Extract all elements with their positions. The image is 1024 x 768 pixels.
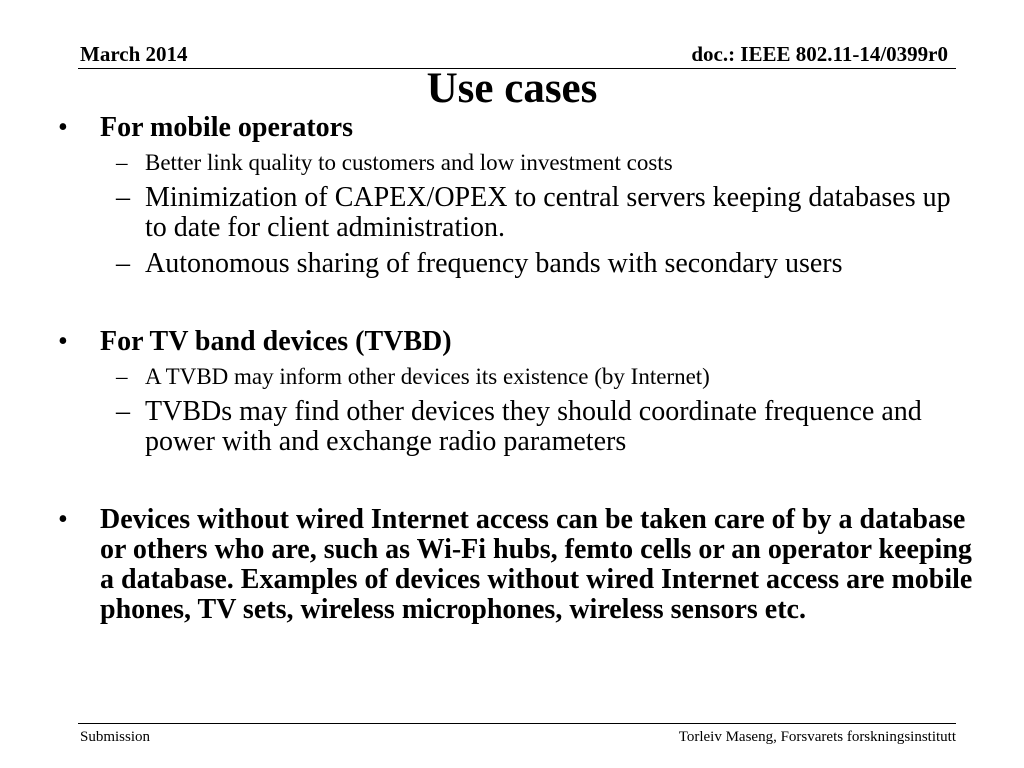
bullet-tv-band-devices bbox=[58, 327, 978, 457]
sub-bullet bbox=[116, 249, 976, 279]
bullet-marker: • bbox=[58, 112, 68, 143]
sub-bullet-text: Better link quality to customers and low investment costs bbox=[145, 150, 673, 175]
bullet-text: Devices without wired Internet access can be taken care of by a database or others who are, such as Wi-Fi hubs, femto cells or an operator keeping a database. Examples of devices without wired Internet access are mobile phones, TV sets, wireless microphones, wireless sensors etc. bbox=[100, 504, 973, 625]
sub-bullet bbox=[116, 397, 976, 457]
slide-title: Use cases bbox=[426, 65, 598, 112]
bullet-marker: • bbox=[58, 326, 68, 357]
footer-divider bbox=[78, 723, 956, 724]
header-date: March 2014 bbox=[80, 42, 188, 66]
bullet-devices-without-internet bbox=[58, 505, 978, 625]
sub-bullet bbox=[116, 183, 976, 243]
sub-bullet-marker: – bbox=[116, 150, 128, 175]
sub-bullet-text: TVBDs may find other devices they should coordinate frequence and power with and exchange radio parameters bbox=[145, 396, 922, 457]
sub-bullet-marker: – bbox=[116, 364, 128, 389]
sub-bullet-marker: – bbox=[116, 396, 130, 427]
bullet-text: For mobile operators bbox=[100, 112, 353, 143]
sub-bullet-text: A TVBD may inform other devices its existence (by Internet) bbox=[145, 364, 710, 389]
sub-bullet bbox=[116, 363, 976, 391]
bullet-mobile-operators bbox=[58, 113, 978, 279]
bullet-text: For TV band devices (TVBD) bbox=[100, 326, 452, 357]
bullet-marker: • bbox=[58, 504, 68, 535]
sub-bullet-text: Autonomous sharing of frequency bands with secondary users bbox=[145, 248, 843, 279]
footer-author: Torleiv Maseng, Forsvarets forskningsinstitutt bbox=[678, 729, 956, 745]
header-doc-id: doc.: IEEE 802.11-14/0399r0 bbox=[691, 42, 948, 66]
sub-bullet-marker: – bbox=[116, 248, 130, 279]
footer-submission: Submission bbox=[80, 729, 151, 745]
sub-bullet bbox=[116, 149, 976, 177]
sub-bullet-text: Minimization of CAPEX/OPEX to central servers keeping databases up to date for client administration. bbox=[145, 182, 951, 243]
sub-bullet-marker: – bbox=[116, 182, 130, 213]
